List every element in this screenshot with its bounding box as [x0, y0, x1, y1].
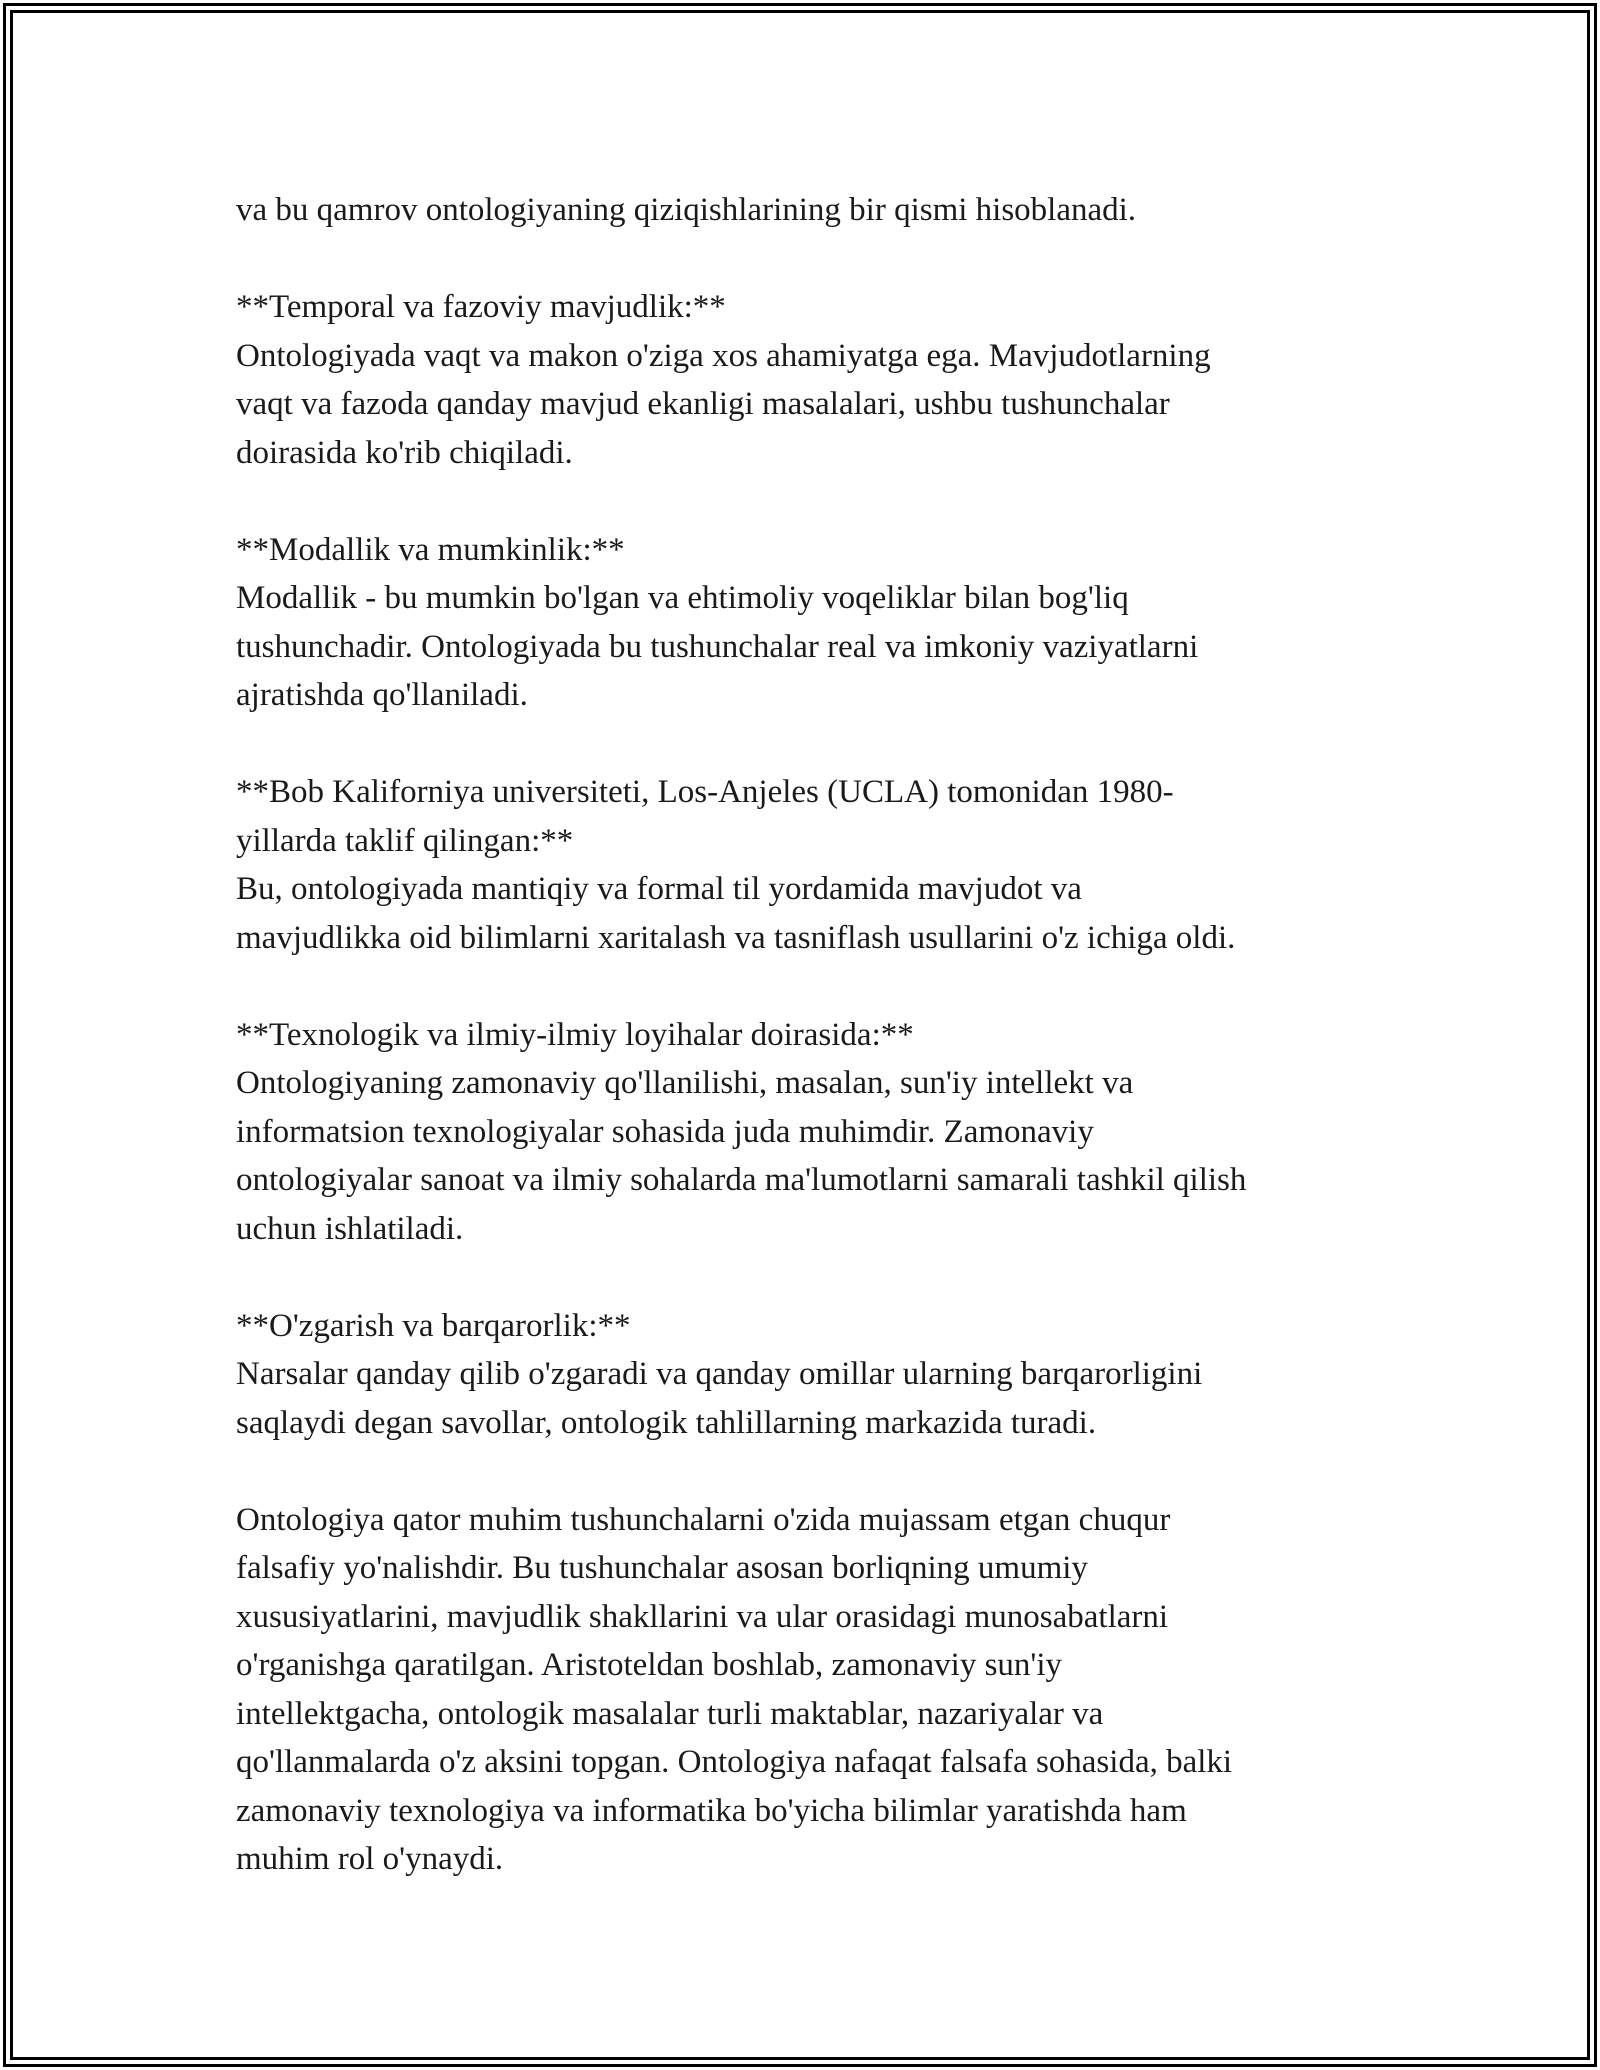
section-modality — [236, 526, 1366, 720]
body-line: doirasida ko'rib chiqiladi. — [236, 434, 573, 471]
section-heading: **Texnologik va ilmiy-ilmiy loyihalar doirasida:** — [236, 1016, 914, 1053]
section-heading: yillarda taklif qilingan:** — [236, 822, 574, 859]
body-line: Bu, ontologiyada mantiqiy va formal til yordamida mavjudot va — [236, 871, 1082, 907]
section-heading: **O'zgarish va barqarorlik:** — [236, 1307, 631, 1344]
body-line: zamonaviy texnologiya va informatika bo'yicha bilimlar yaratishda ham — [236, 1792, 1187, 1829]
body-line: muhim rol o'ynaydi. — [236, 1841, 504, 1877]
section-heading: **Bob Kaliforniya universiteti, Los-Anjeles (UCLA) tomonidan 1980- — [236, 774, 1174, 810]
section-ucla — [236, 768, 1366, 962]
body-line: mavjudlikka oid bilimlarni xaritalash va tasniflash usullarini o'z ichiga oldi. — [236, 919, 1236, 956]
body-line: falsafiy yo'nalishdir. Bu tushunchalar asosan borliqning umumiy — [236, 1550, 1088, 1586]
body-line: ontologiyalar sanoat va ilmiy sohalarda ma'lumotlarni samarali tashkil qilish — [236, 1162, 1247, 1198]
body-line: uchun ishlatiladi. — [236, 1210, 464, 1247]
body-line: tushunchadir. Ontologiyada bu tushunchalar real va imkoniy vaziyatlarni — [236, 628, 1199, 665]
section-heading: **Modallik va mumkinlik:** — [236, 531, 625, 568]
intro-line: va bu qamrov ontologiyaning qiziqishlarining bir qismi hisoblanadi. — [236, 192, 1137, 228]
body-line: Narsalar qanday qilib o'zgaradi va qanday omillar ularning barqarorligini — [236, 1356, 1203, 1392]
section-change — [236, 1302, 1366, 1448]
body-line: Ontologiyada vaqt va makon o'ziga xos ahamiyatga ega. Mavjudotlarning — [236, 337, 1211, 374]
body-line: o'rganishga qaratilgan. Aristoteldan boshlab, zamonaviy sun'iy — [236, 1647, 1063, 1683]
body-line: Modallik - bu mumkin bo'lgan va ehtimoliy voqeliklar bilan bog'liq — [236, 580, 1129, 616]
body-line: ajratishda qo'llaniladi. — [236, 677, 528, 713]
intro-paragraph — [236, 186, 1366, 235]
body-line: qo'llanmalarda o'z aksini topgan. Ontologiya nafaqat falsafa sohasida, balki — [236, 1744, 1233, 1780]
body-line: Ontologiyaning zamonaviy qo'llanilishi, masalan, sun'iy intellekt va — [236, 1065, 1134, 1101]
conclusion-paragraph — [236, 1496, 1366, 1884]
document-body — [236, 186, 1366, 1884]
body-line: vaqt va fazoda qanday mavjud ekanligi masalalari, ushbu tushunchalar — [236, 386, 1170, 422]
body-line: xususiyatlarini, mavjudlik shakllarini va ular orasidagi munosabatlarni — [236, 1598, 1169, 1635]
section-heading: **Temporal va fazoviy mavjudlik:** — [236, 289, 726, 325]
body-line: intellektgacha, ontologik masalalar turli maktablar, nazariyalar va — [236, 1695, 1104, 1732]
section-temporal — [236, 283, 1366, 477]
body-line: saqlaydi degan savollar, ontologik tahlillarning markazida turadi. — [236, 1404, 1097, 1441]
body-line: informatsion texnologiyalar sohasida juda muhimdir. Zamonaviy — [236, 1113, 1094, 1150]
section-technology — [236, 1011, 1366, 1254]
body-line: Ontologiya qator muhim tushunchalarni o'zida mujassam etgan chuqur — [236, 1501, 1171, 1538]
